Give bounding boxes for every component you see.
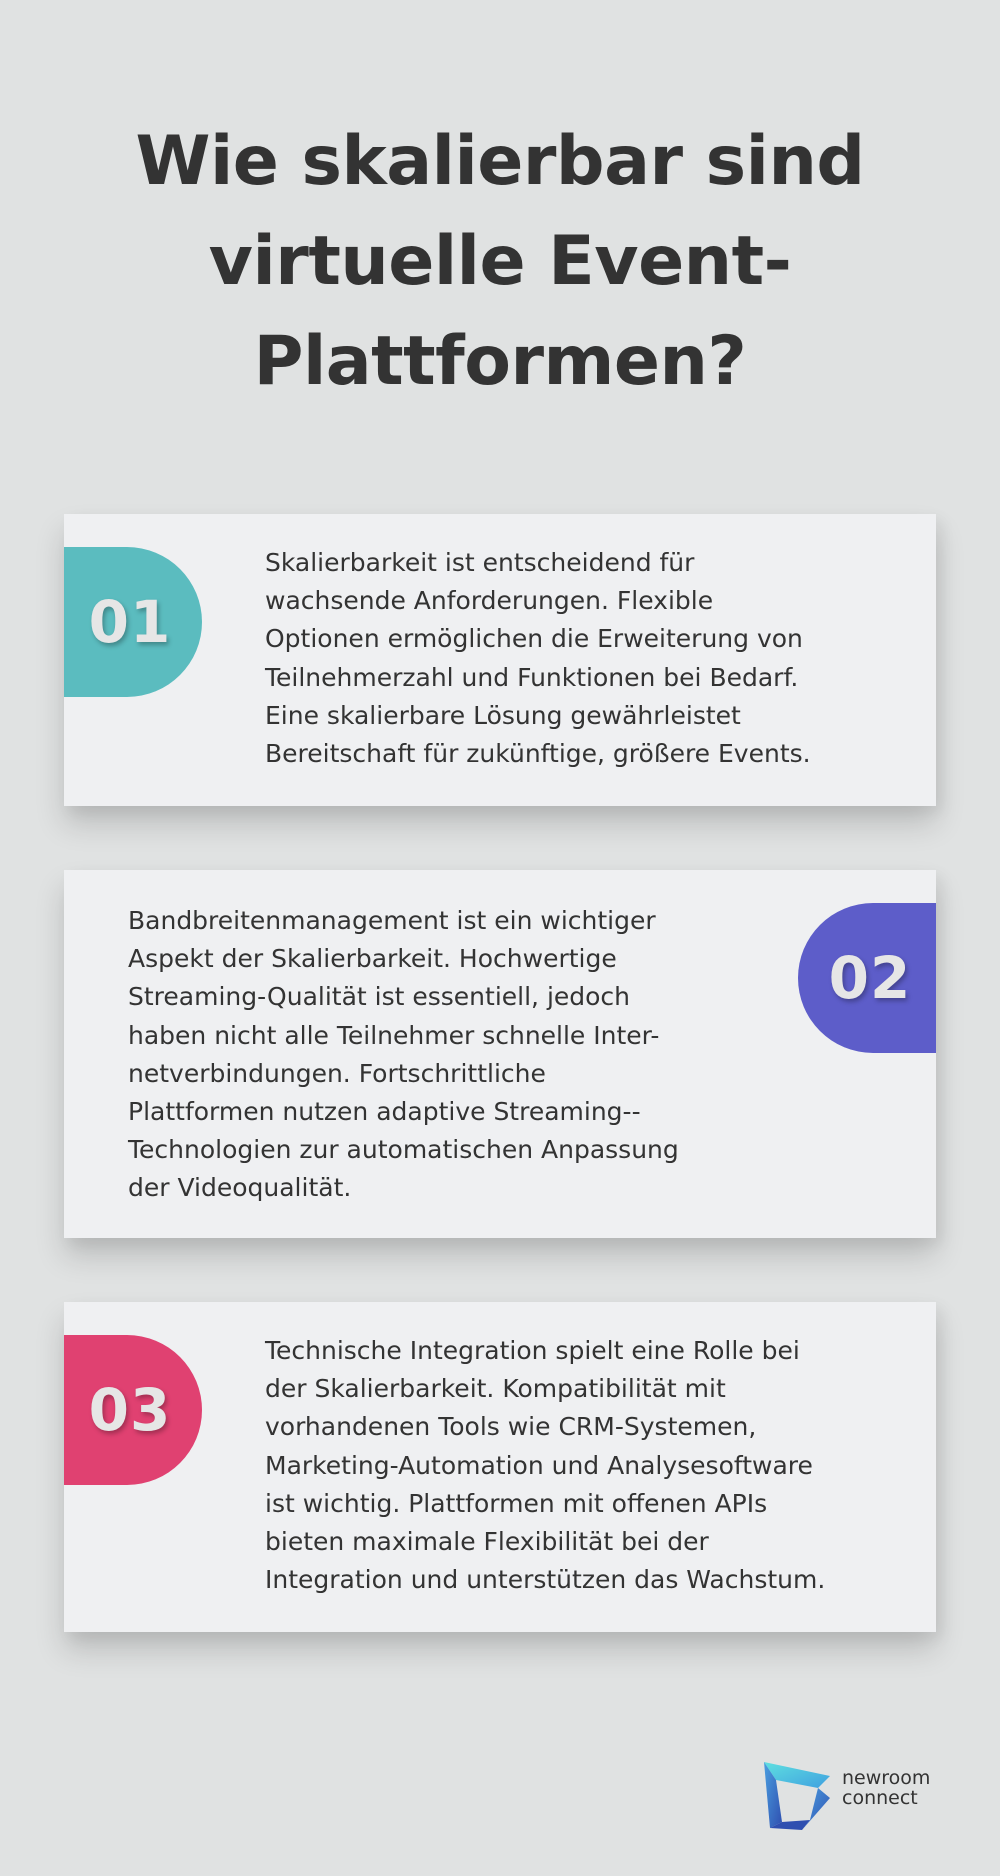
info-card-3 <box>64 1302 936 1632</box>
step-number-badge-2: 02 <box>798 903 936 1053</box>
logo-line-1: newroom <box>842 1767 931 1789</box>
logo-line-2: connect <box>842 1787 918 1809</box>
step-number-badge-1: 01 <box>64 547 202 697</box>
logo-wordmark <box>842 1768 930 1808</box>
card-2-text: Bandbreitenmanagement ist ein wichtiger Aspekt der Skalierbarkeit. Hochwertige Streaming-Qualität ist essentiell, jedoch haben nicht alle Teilnehmer schnelle Inter- netverbindungen. Fortschrittliche Plattformen nutzen adaptive Streaming-- Technologien zur automatischen Anpassung der Videoqualität. <box>128 906 679 1203</box>
card-1-text: Skalierbarkeit ist entscheidend für wachsende Anforderungen. Flexible Optionen ermöglichen die Erweiterung von Teilnehmerzahl und Funktionen bei Bedarf. Eine skalierbare Lösung gewährleistet Bereitschaft für zukünftige, größere Events. <box>265 548 811 769</box>
brand-logo <box>762 1758 938 1830</box>
newroom-connect-logo-icon <box>762 1758 842 1830</box>
step-number-badge-3: 03 <box>64 1335 202 1485</box>
card-3-text: Technische Integration spielt eine Rolle bei der Skalierbarkeit. Kompatibilität mit vorhandenen Tools wie CRM-Systemen, Marketing-Automation und Analysesoftware ist wichtig. Plattformen mit offenen APIs bieten maximale Flexibilität bei der Integration und unterstützen das Wachstum. <box>265 1336 826 1595</box>
info-card-1 <box>64 514 936 806</box>
info-card-2 <box>64 870 936 1238</box>
page-title: Wie skalierbar sind virtuelle Event-Plattformen? <box>135 122 865 401</box>
